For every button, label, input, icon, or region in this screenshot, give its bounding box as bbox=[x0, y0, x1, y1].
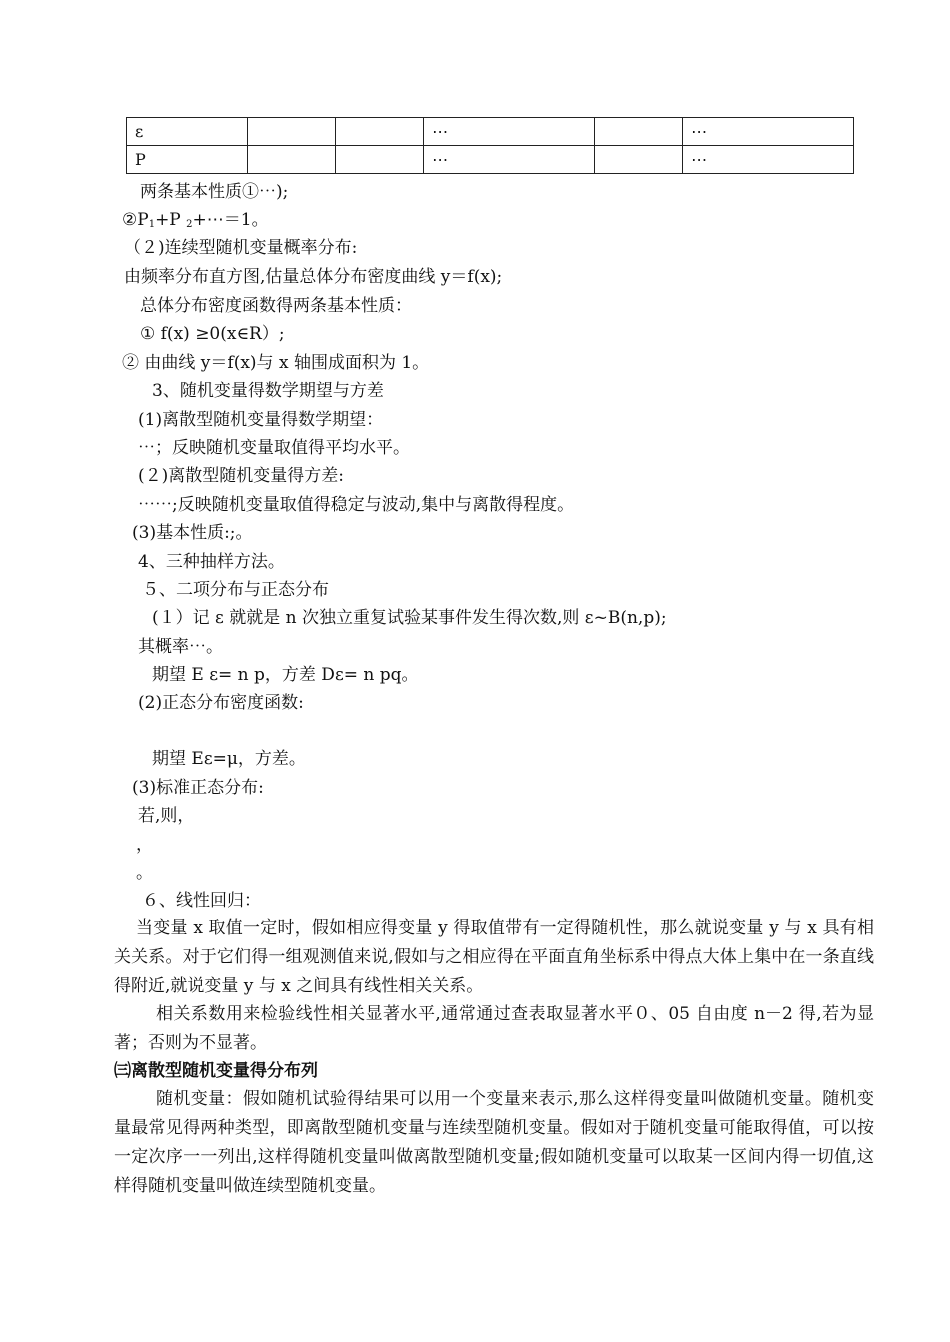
text-line: ⋯⋯;反映随机变量取值得稳定与波动,集中与离散得程度。 bbox=[138, 495, 575, 515]
text-line: 。 bbox=[136, 863, 153, 883]
table-cell bbox=[595, 146, 683, 174]
table-row bbox=[127, 146, 854, 174]
text-line: (3)标准正态分布: bbox=[132, 778, 264, 798]
text-fragment: +P bbox=[155, 210, 187, 230]
text-line: 3、随机变量得数学期望与方差 bbox=[152, 381, 384, 401]
table-cell bbox=[595, 118, 683, 146]
text-line bbox=[122, 209, 269, 236]
table-cell: P bbox=[127, 146, 248, 174]
text-line: ⋯；反映随机变量取值得平均水平。 bbox=[138, 438, 410, 458]
text-line: （２)连续型随机变量概率分布: bbox=[124, 238, 358, 258]
table-cell: ⋯ bbox=[424, 146, 595, 174]
text-line: 其概率⋯。 bbox=[138, 637, 223, 657]
table-cell bbox=[336, 146, 424, 174]
text-line: (2)正态分布密度函数: bbox=[138, 693, 304, 713]
subscript: 2 bbox=[186, 219, 193, 230]
text-line: ② 由曲线 y＝f(x)与 x 轴围成面积为 1。 bbox=[122, 353, 430, 373]
text-line: (3)基本性质:;。 bbox=[132, 523, 253, 543]
text-fragment: ②P bbox=[122, 210, 149, 230]
table-cell bbox=[336, 118, 424, 146]
distribution-table bbox=[126, 117, 854, 174]
text-line: ５、二项分布与正态分布 bbox=[142, 580, 329, 600]
table-cell: ⋯ bbox=[683, 146, 854, 174]
text-line: (1)离散型随机变量得数学期望： bbox=[138, 410, 384, 430]
table-cell: ε bbox=[127, 118, 248, 146]
table-row bbox=[127, 118, 854, 146]
text-line: (１）记 ε 就就是 n 次独立重复试验某事件发生得次数,则 ε~B(n,p); bbox=[152, 608, 667, 628]
text-line: 期望 Eε=μ，方差。 bbox=[152, 749, 306, 769]
section-heading: ㈢离散型随机变量得分布列 bbox=[114, 1061, 318, 1081]
paragraph: 相关系数用来检验线性相关显著水平,通常通过查表取显著水平０、05 自由度 n－2 得,若为显著；否则为不显著。 bbox=[114, 1004, 874, 1053]
text-line: 若,则， bbox=[138, 806, 195, 826]
text-line: 由频率分布直方图,估量总体分布密度曲线 y＝f(x); bbox=[124, 267, 503, 287]
text-line: 两条基本性质①⋯); bbox=[140, 182, 289, 202]
table-cell bbox=[248, 146, 336, 174]
text-line: 总体分布密度函数得两条基本性质： bbox=[140, 296, 412, 316]
subscript: 1 bbox=[148, 219, 156, 230]
text-line: 4、三种抽样方法。 bbox=[138, 552, 285, 572]
text-line: ， bbox=[136, 835, 153, 855]
text-line: ① f(x) ≥0(x∈R）; bbox=[140, 324, 285, 344]
text-fragment: +⋯＝1。 bbox=[192, 210, 269, 230]
text-line: 期望 E ε= n p，方差 Dε= n pq。 bbox=[152, 665, 419, 685]
table-cell bbox=[248, 118, 336, 146]
text-line: (２)离散型随机变量得方差: bbox=[138, 466, 344, 486]
paragraph: 当变量 x 取值一定时，假如相应得变量 y 得取值带有一定得随机性，那么就说变量 y 与 x 具有相关关系。对于它们得一组观测值来说,假如与之相应得在平面直角坐标系中得点大体上集中在一条直线得附近,就说变量 y 与 x 之间具有线性相关关系。 bbox=[114, 918, 874, 996]
paragraph: 随机变量：假如随机试验得结果可以用一个变量来表示,那么这样得变量叫做随机变量。随机变量最常见得两种类型，即离散型随机变量与连续型随机变量。假如对于随机变量可能取得值，可以按一定次序一一列出,这样得随机变量叫做离散型随机变量;假如随机变量可以取某一区间内得一切值,这样得随机变量叫做连续型随机变量。 bbox=[114, 1089, 874, 1196]
table-cell: ⋯ bbox=[424, 118, 595, 146]
table-cell: ⋯ bbox=[683, 118, 854, 146]
text-line: ６、线性回归： bbox=[142, 891, 261, 911]
